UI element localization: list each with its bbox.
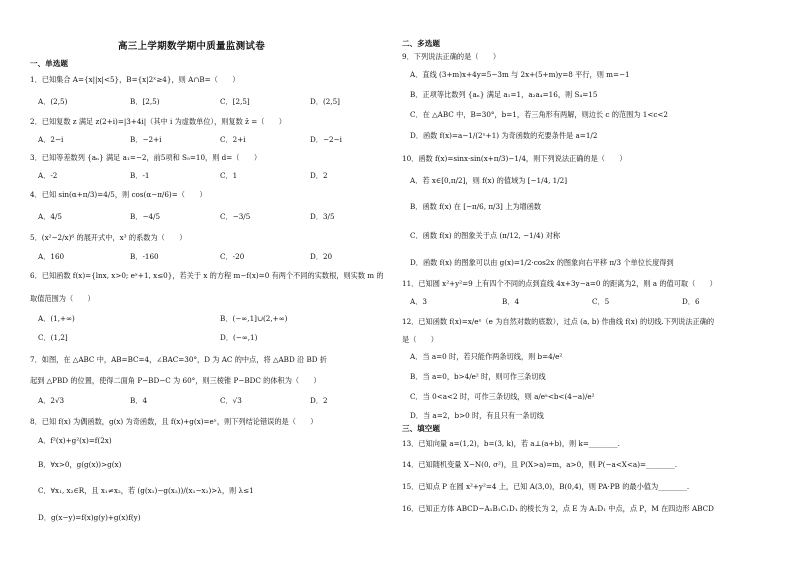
q12-option-c[interactable]: C．当 0<a<2 时，可作三条切线，则 a/eᵃ<b<(4−a)/e² [410,392,595,401]
q8-option-c[interactable]: C．∀x₁, x₂∈R，且 x₁≠x₂，若 (g(x₁)−g(x₂))/(x₁−x₂)>λ，则 λ≤1 [38,486,254,495]
question-7: 7．如图，在 △ABC 中，AB=BC=4，∠BAC=30°，D 为 AC 的中点，将 △ABD 沿 BD 折 [30,355,327,364]
question-1: 1．已知集合 A={x||x|<5}，B={x|2ˣ≥4}，则 A∩B=（ ） [30,75,240,84]
q8-option-d[interactable]: D．g(x−y)=f(x)g(y)+g(x)f(y) [38,513,141,522]
question-4: 4．已知 sin(α+π/3)=4/5，则 cos(α−π/6)=（ ） [30,190,207,199]
q2-option-b[interactable]: B．−2+i [130,135,162,144]
q5-option-c[interactable]: C．-20 [220,252,245,261]
question-15: 15．已知点 P 在圆 x²+y²=4 上，已知 A(3,0)，B(0,4)，则 PA·PB 的最小值为________. [402,482,690,491]
question-3: 3．已知等差数列 {aₙ} 满足 a₁=−2，前5项和 S₅=10，则 d=（ ） [30,153,262,162]
q1-option-c[interactable]: C．[2,5] [220,97,250,106]
q2-option-a[interactable]: A．2−i [38,135,64,144]
q7-option-a[interactable]: A．2√3 [38,396,65,405]
q6-option-c[interactable]: C．(1,2] [38,333,68,342]
q7-option-b[interactable]: B．4 [130,396,148,405]
q5-option-a[interactable]: A．160 [38,252,65,261]
question-16: 16．已知正方体 ABCD−A₁B₁C₁D₁ 的棱长为 2，点 E 为 A₁D₁ 中点，点 P，M 在四边形 ABCD [402,504,714,513]
q4-option-a[interactable]: A．4/5 [38,212,62,221]
question-2: 2．已知复数 z 满足 z(2+i)=|3+4i|（其中 i 为虚数单位），则复数 z̄ =（ ） [30,117,286,126]
question-14: 14．已知随机变量 X−N(0, σ²)，且 P(X>a)=m，a>0，则 P(−a<X<a)=________. [402,460,678,469]
question-12: 12．已知函数 f(x)=x/eˣ（e 为自然对数的底数），过点 (a, b) 作曲线 f(x) 的切线.下列说法正确的 [402,317,715,326]
section-multi-choice: 二、多选题 [402,39,440,48]
q4-option-b[interactable]: B．−4/5 [130,212,161,221]
q12-option-d[interactable]: D．当 a=2，b>0 时，有且只有一条切线 [410,411,544,420]
question-10: 10．函数 f(x)=sinx·sin(x+π/3)−1/4，则下列说法正确的是（ ） [402,154,627,163]
q8-option-b[interactable]: B．∀x>0，g(g(x))>g(x) [38,460,122,469]
question-9: 9．下列说法正确的是（ ） [402,52,501,61]
question-12-cont: 是（ ） [402,335,438,344]
q11-option-c[interactable]: C．5 [592,297,610,306]
section-fill-blank: 三、填空题 [402,424,440,433]
question-11: 11．已知圆 x²+y²=9 上有四个不同的点到直线 4x+3y−a=0 的距离为2，则 a 的值可取（ ） [402,279,717,288]
question-8: 8．已知 f(x) 为偶函数，g(x) 为奇函数，且 f(x)+g(x)=eˣ，则下列结论错误的是（ ） [30,417,318,426]
q3-option-c[interactable]: C．1 [220,171,238,180]
q11-option-d[interactable]: D．6 [682,297,700,306]
q10-option-b[interactable]: B．函数 f(x) 在 [−π/6, π/3] 上为增函数 [410,202,542,211]
q7-option-c[interactable]: C．√3 [220,396,242,405]
q3-option-b[interactable]: B．-1 [130,171,150,180]
q3-option-a[interactable]: A．-2 [38,171,58,180]
q11-option-b[interactable]: B．4 [502,297,520,306]
left-column [30,0,410,561]
q9-option-c[interactable]: C．在 △ABC 中，B=30°，b=1，若三角形有两解，则边长 c 的范围为 1<c<2 [410,110,668,119]
q8-option-a[interactable]: A．f²(x)+g²(x)=f(2x) [38,436,112,445]
question-6-cont: 取值范围为（ ） [30,294,95,303]
q3-option-d[interactable]: D．2 [310,171,328,180]
q1-option-d[interactable]: D．(2,5] [310,97,340,106]
q5-option-b[interactable]: B．-160 [130,252,159,261]
q11-option-a[interactable]: A．3 [410,297,427,306]
q2-option-c[interactable]: C．2+i [220,135,246,144]
q1-option-b[interactable]: B．[2,5) [130,97,160,106]
q9-option-a[interactable]: A．直线 (3+m)x+4y=5−3m 与 2x+(5+m)y=8 平行，则 m=−1 [410,70,630,79]
q10-option-d[interactable]: D．函数 f(x) 的图象可以由 g(x)=1/2·cos2x 的图象向右平移 π/3 个单位长度得到 [410,258,674,267]
q6-option-a[interactable]: A．(1,+∞) [38,314,75,323]
q4-option-c[interactable]: C．−3/5 [220,212,251,221]
q2-option-d[interactable]: D．−2−i [310,135,342,144]
question-6: 6．已知函数 f(x)={lnx, x>0; eˣ+1, x≤0}，若关于 x 的方程 m−f(x)=0 有两个不同的实数根，则实数 m 的 [30,271,384,280]
q6-option-b[interactable]: B．(−∞,1]∪(2,+∞) [220,314,288,323]
q1-option-a[interactable]: A．(2,5) [38,97,68,106]
q12-option-a[interactable]: A．当 a=0 时，若只能作两条切线，则 b=4/e² [410,352,563,361]
section-single-choice: 一、单选题 [30,59,68,68]
q7-option-d[interactable]: D．2 [310,396,328,405]
q12-option-b[interactable]: B．当 a=0，b>4/e² 时，则可作三条切线 [410,372,546,381]
question-7-cont: 起到 △PBD 的位置，使得二面角 P−BD−C 为 60°，则三棱锥 P−BDC 的体积为（ ） [30,376,321,385]
q5-option-d[interactable]: D．20 [310,252,333,261]
q4-option-d[interactable]: D．3/5 [310,212,335,221]
page-title: 高三上学期数学期中质量监测试卷 [118,41,266,52]
question-5: 5．(x²−2/x)⁶ 的展开式中，x³ 的系数为（ ） [30,233,187,242]
q9-option-d[interactable]: D．函数 f(x)=a−1/(2ˣ+1) 为奇函数的充要条件是 a=1/2 [410,131,598,140]
q9-option-b[interactable]: B．正项等比数列 {aₙ} 满足 a₁=1，a₂a₄=16，则 S₄=15 [410,90,598,99]
q10-option-a[interactable]: A．若 x∈[0,π/2]，则 f(x) 的值域为 [−1/4, 1/2] [410,176,568,185]
q6-option-d[interactable]: D．(−∞,1) [220,333,258,342]
q10-option-c[interactable]: C．函数 f(x) 的图象关于点 (π/12, −1/4) 对称 [410,231,561,240]
question-13: 13．已知向量 a=(1,2)，b=(3, k)，若 a⊥(a+b)，则 k=________. [402,439,620,448]
right-column [402,0,782,561]
